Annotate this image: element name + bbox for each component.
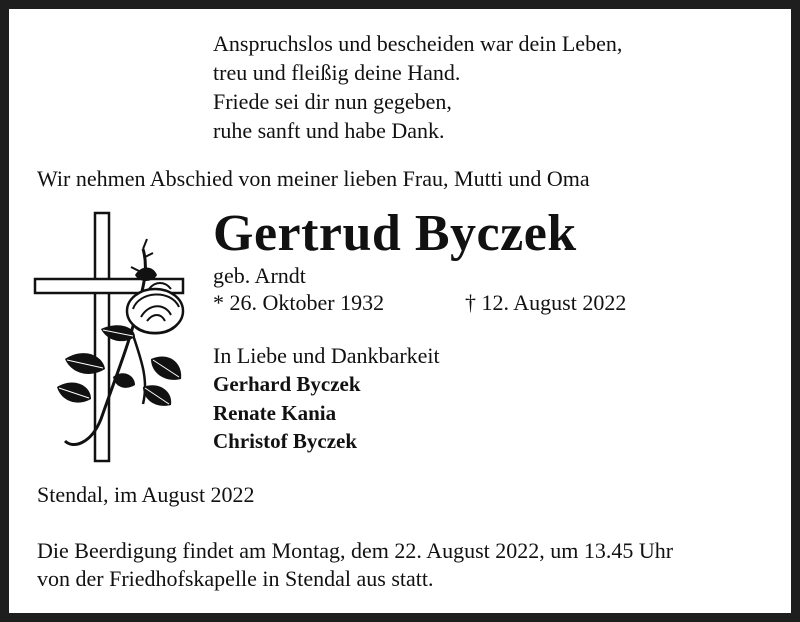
funeral-line: Die Beerdigung findet am Montag, dem 22. August 2022, um 13.45 Uhr bbox=[37, 538, 674, 563]
maiden-name: geb. Arndt bbox=[213, 263, 306, 288]
poem-line: Friede sei dir nun gegeben, bbox=[213, 89, 452, 114]
cross-with-rose-icon bbox=[31, 209, 191, 465]
poem-line: treu und fleißig deine Hand. bbox=[213, 60, 461, 85]
obituary-notice bbox=[9, 9, 791, 613]
mourners-intro: In Liebe und Dankbarkeit bbox=[213, 343, 440, 368]
mourner-name: Renate Kania bbox=[213, 400, 337, 425]
mourner-name: Gerhard Byczek bbox=[213, 372, 361, 396]
mourner-name: Christof Byczek bbox=[213, 429, 358, 453]
funeral-info bbox=[37, 537, 673, 593]
poem bbox=[213, 29, 622, 145]
deceased-name: Gertrud Byczek bbox=[213, 205, 577, 262]
poem-line: Anspruchslos und bescheiden war dein Leben, bbox=[213, 31, 623, 56]
mourners-list bbox=[213, 370, 361, 456]
farewell-intro: Wir nehmen Abschied von meiner lieben Frau, Mutti und Oma bbox=[37, 166, 590, 191]
poem-line: ruhe sanft und habe Dank. bbox=[213, 118, 445, 143]
place-date: Stendal, im August 2022 bbox=[37, 482, 255, 507]
death-date: † 12. August 2022 bbox=[465, 290, 627, 315]
funeral-line: von der Friedhofskapelle in Stendal aus statt. bbox=[37, 566, 434, 591]
birth-date: * 26. Oktober 1932 bbox=[213, 290, 385, 315]
